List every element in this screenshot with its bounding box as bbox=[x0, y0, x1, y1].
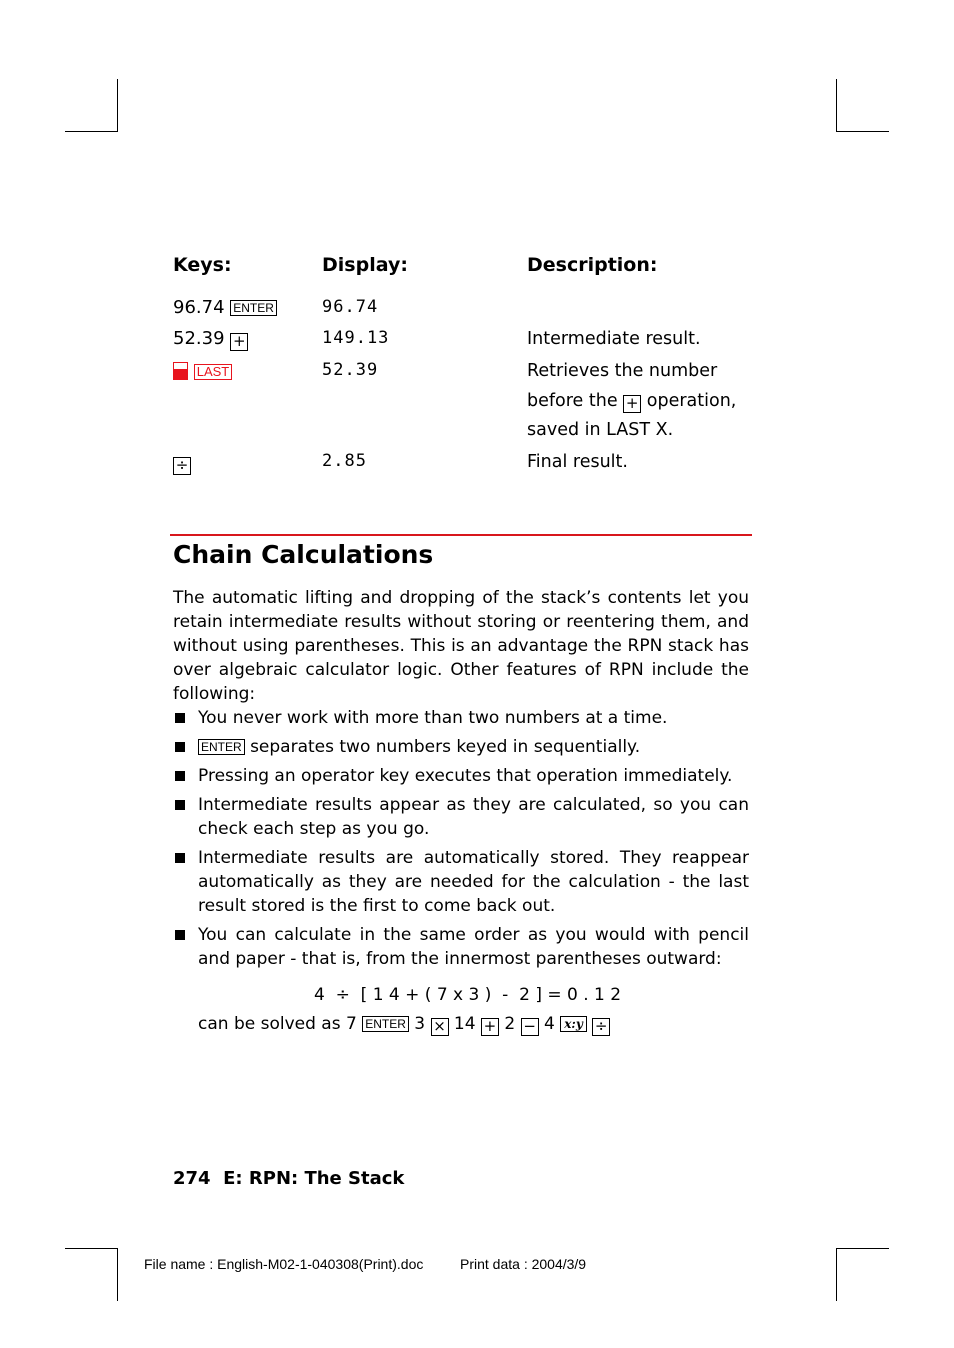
list-item bbox=[173, 846, 749, 918]
section-title: Chain Calculations bbox=[173, 540, 434, 569]
section-intro: The automatic lifting and dropping of the stack’s contents let you retain intermediate results without storing or reentering them, and without using parentheses. This is an advantage the RPN stack has over algebraic calculator logic. Other features of RPN include the following: bbox=[173, 588, 749, 704]
crop-mark-top-left-h bbox=[65, 131, 118, 132]
swap-xy-key: x:y bbox=[560, 1016, 587, 1032]
file-name: File name : English-M02-1-040308(Print).doc bbox=[144, 1256, 424, 1272]
row3-description-line1: Retrieves the number bbox=[527, 361, 718, 381]
last-key: LAST bbox=[194, 364, 233, 380]
list-item bbox=[173, 923, 749, 971]
row3-description-line2 bbox=[527, 386, 736, 416]
print-date: Print data : 2004/3/9 bbox=[460, 1256, 587, 1272]
shift-key-icon bbox=[173, 362, 188, 380]
divide-key: ÷ bbox=[592, 1018, 610, 1036]
row3-desc-operation: operation, bbox=[646, 391, 737, 411]
bullet-icon bbox=[175, 930, 185, 940]
seq-number: 14 bbox=[453, 1014, 476, 1034]
seq-number: 3 bbox=[414, 1014, 426, 1034]
row4-description: Final result. bbox=[527, 452, 628, 472]
row2-keys bbox=[173, 328, 248, 351]
plus-key-inline: + bbox=[623, 395, 641, 413]
header-display: Display: bbox=[322, 254, 408, 276]
bullet-icon bbox=[175, 771, 185, 781]
list-item bbox=[173, 793, 749, 841]
seq-number: 4 bbox=[544, 1014, 555, 1034]
row2-display: 149.13 bbox=[322, 328, 390, 348]
solved-prefix: can be solved as 7 bbox=[198, 1014, 357, 1034]
list-item bbox=[173, 735, 749, 759]
row3-desc-before: before the bbox=[527, 391, 618, 411]
row1-key-number: 96.74 bbox=[173, 297, 225, 318]
header-description: Description: bbox=[527, 254, 658, 276]
equation: 4 ÷ [ 1 4 + ( 7 x 3 ) - 2 ] = 0 . 1 2 bbox=[314, 985, 622, 1005]
enter-key: ENTER bbox=[362, 1016, 409, 1032]
list-item-text: Intermediate results appear as they are calculated, so you can check each step as you go. bbox=[198, 795, 749, 839]
list-item-text: Pressing an operator key executes that operation immediately. bbox=[198, 766, 733, 786]
divide-key: ÷ bbox=[173, 457, 191, 475]
row3-description-line3: saved in LAST X. bbox=[527, 420, 674, 440]
plus-key: + bbox=[230, 333, 248, 351]
list-item-text: You never work with more than two numbers at a time. bbox=[198, 708, 668, 728]
row2-key-number: 52.39 bbox=[173, 328, 225, 349]
crop-mark-bottom-right-h bbox=[836, 1248, 889, 1249]
row4-display: 2.85 bbox=[322, 451, 367, 471]
row1-display: 96.74 bbox=[322, 297, 379, 317]
bullet-icon bbox=[175, 800, 185, 810]
page-footer bbox=[173, 1168, 404, 1189]
seq-number: 2 bbox=[504, 1014, 516, 1034]
enter-key: ENTER bbox=[230, 300, 277, 316]
header-keys: Keys: bbox=[173, 254, 232, 276]
features-list bbox=[173, 706, 749, 976]
crop-mark-bottom-right-v bbox=[836, 1248, 837, 1301]
list-item bbox=[173, 764, 749, 788]
solved-sequence bbox=[198, 1014, 610, 1036]
section-rule bbox=[170, 534, 752, 536]
crop-mark-top-right-h bbox=[836, 131, 889, 132]
multiply-key: × bbox=[431, 1018, 449, 1036]
crop-mark-bottom-left-h bbox=[65, 1248, 118, 1249]
row4-keys bbox=[173, 452, 191, 475]
row1-keys bbox=[173, 297, 277, 318]
bullet-icon bbox=[175, 853, 185, 863]
crop-mark-top-left-v bbox=[117, 79, 118, 132]
crop-mark-bottom-left-v bbox=[117, 1248, 118, 1301]
list-item-text: You can calculate in the same order as you would with pencil and paper - that is, from the innermost parentheses outward: bbox=[198, 925, 749, 969]
page-number: 274 bbox=[173, 1168, 211, 1189]
plus-key: + bbox=[481, 1018, 499, 1036]
bullet-icon bbox=[175, 742, 185, 752]
enter-key: ENTER bbox=[198, 739, 245, 755]
row2-description: Intermediate result. bbox=[527, 329, 701, 349]
minus-key: − bbox=[521, 1018, 539, 1036]
list-item-text: Intermediate results are automatically stored. They reappear automatically as they are needed for the calculation - the last result stored is the first to come back out. bbox=[198, 848, 749, 916]
list-item bbox=[173, 706, 749, 730]
crop-mark-top-right-v bbox=[836, 79, 837, 132]
row3-display: 52.39 bbox=[322, 360, 379, 380]
bullet-icon bbox=[175, 713, 185, 723]
row3-keys bbox=[173, 361, 232, 382]
chapter-title: E: RPN: The Stack bbox=[223, 1168, 405, 1189]
list-item-text: separates two numbers keyed in sequentially. bbox=[250, 737, 641, 757]
